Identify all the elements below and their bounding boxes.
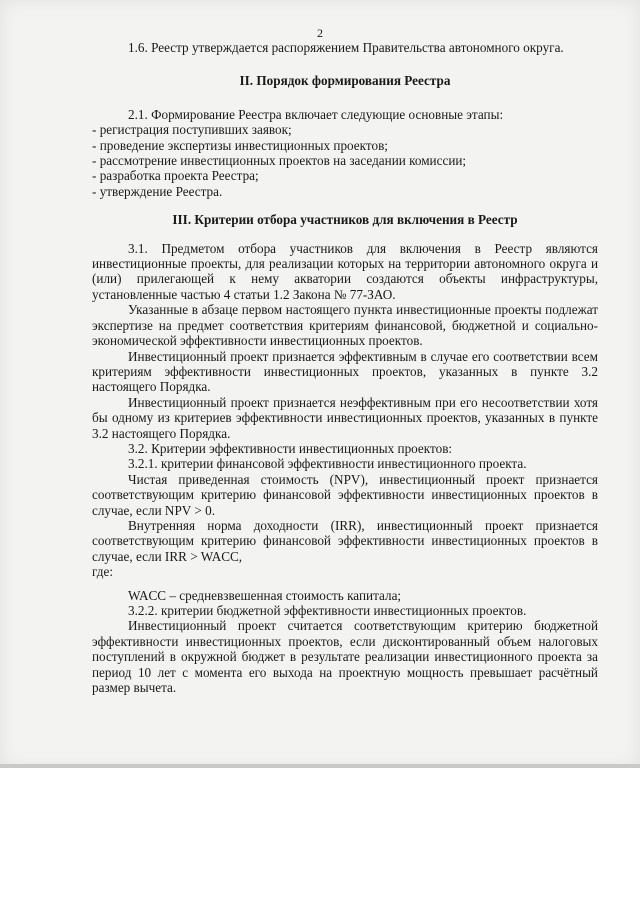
paragraph-wacc: WACC – средневзвешенная стоимость капитала; — [128, 587, 402, 603]
paragraph-ineffective: Инвестиционный проект признается неэффективным при его несоответствии хотя бы одному из критериев эффективности инвестиционных проектов, указанных в пункте 3.2 настоящего Порядка. — [92, 394, 598, 441]
paragraph-budget: Инвестиционный проект считается соответствующим критерию бюджетной эффективности инвестиционных проектов, если дисконтированный объем налоговых поступлений в окружной бюджет в результате реализации инвестиционного проекта за период 10 лет с момента его выхода на проектную мощность превышает расчётный размер вычета. — [92, 618, 598, 696]
list-item: - утверждение Реестра. — [92, 183, 223, 199]
list-item: - регистрация поступивших заявок; — [92, 122, 292, 138]
scan-bottom-edge — [0, 764, 640, 768]
list-item: - рассмотрение инвестиционных проектов на заседании комиссии; — [92, 153, 467, 169]
page-number: 2 — [317, 26, 323, 40]
paragraph-2-1: 2.1. Формирование Реестра включает следующие основные этапы: — [128, 106, 504, 122]
paragraph-3-2-1: 3.2.1. критерии финансовой эффективности инвестиционного проекта. — [128, 456, 527, 472]
list-item: - разработка проекта Реестра; — [92, 168, 259, 184]
document-body — [92, 40, 598, 695]
list-item: - проведение экспертизы инвестиционных проектов; — [92, 137, 388, 153]
paragraph-where: где: — [92, 564, 113, 580]
paragraph-effective: Инвестиционный проект признается эффективным в случае его соответствии всем критериям эффективности инвестиционных проектов, указанных в пункте 3.2 настоящего Порядка. — [92, 348, 598, 395]
section-3-heading: III. Критерии отбора участников для включения в Реестр — [172, 212, 518, 228]
section-2-heading: II. Порядок формирования Реестра — [239, 73, 451, 89]
paragraph-3-2-2: 3.2.2. критерии бюджетной эффективности инвестиционных проектов. — [128, 603, 527, 618]
paragraph-1-6: 1.6. Реестр утверждается распоряжением Правительства автономного округа. — [128, 40, 564, 55]
paragraph-npv: Чистая приведенная стоимость (NPV), инвестиционный проект признается соответствующим критерию финансовой эффективности инвестиционных проектов в случае, если NPV > 0. — [92, 471, 598, 518]
paragraph-3-1: 3.1. Предметом отбора участников для включения в Реестр являются инвестиционные проекты, для реализации которых на территории автономного округа и (или) прилегающей к нему акватории создаются объекты инфраструктуры, установленные частью 4 статьи 1.2 Закона № 77-ЗАО. — [92, 240, 598, 302]
paragraph-irr: Внутренняя норма доходности (IRR), инвестиционный проект признается соответствующим критерию финансовой эффективности инвестиционных проектов в случае, если IRR > WACC, — [92, 517, 598, 564]
paragraph-3-2: 3.2. Критерии эффективности инвестиционных проектов: — [128, 440, 453, 456]
paragraph-expertise: Указанные в абзаце первом настоящего пункта инвестиционные проекты подлежат экспертизе на предмет соответствия критериям финансовой, бюджетной и социально-экономической эффективности инвестиционных проектов. — [92, 302, 598, 349]
